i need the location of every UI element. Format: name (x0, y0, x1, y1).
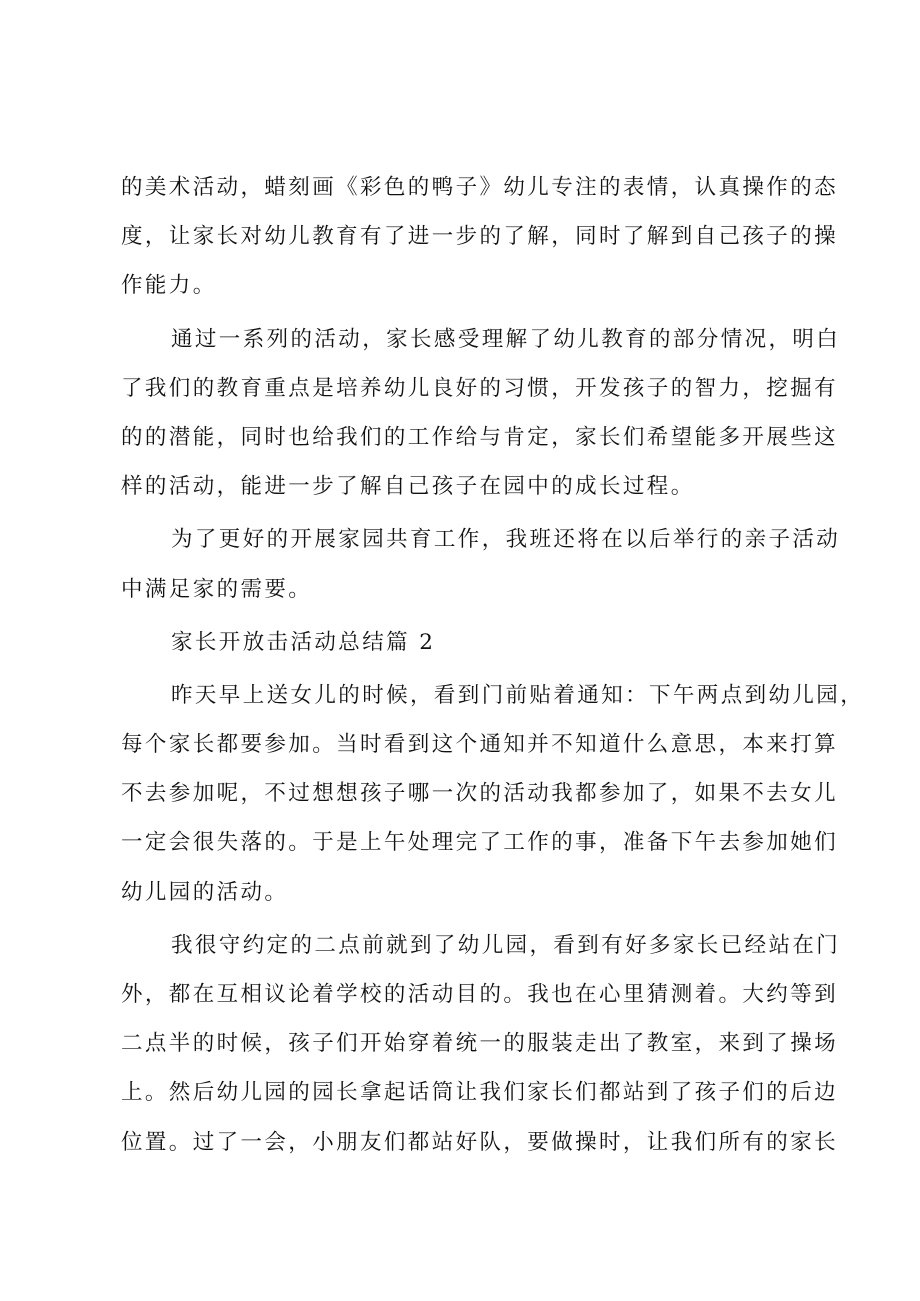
paragraph-line: 我很守约定的二点前就到了幼儿园，看到有好多家长已经站在门 (171, 932, 841, 958)
paragraph-line: 一定会很失落的。于是上午处理完了工作的事，准备下午去参加她们 (121, 830, 839, 856)
paragraph-line: 通过一系列的活动，家长感受理解了幼儿教育的部分情况，明白 (171, 326, 841, 352)
paragraph-line: 样的活动，能进一步了解自己孩子在园中的成长过程。 (121, 474, 695, 500)
document-body (121, 163, 865, 1167)
paragraph-line: 的美术活动，蜡刻画《彩色的鸭子》幼儿专注的表情，认真操作的态 (121, 175, 839, 200)
paragraph-line: 了我们的教育重点是培养幼儿良好的习惯，开发孩子的智力，挖掘有 (121, 375, 839, 401)
paragraph-2 (121, 315, 841, 512)
paragraph-line: 昨天早上送女儿的时候，看到门前贴着通知：下午两点到幼儿园， (171, 682, 865, 708)
paragraph-line: 外，都在互相议论着学校的活动目的。我也在心里猜测着。大约等到 (121, 982, 839, 1007)
paragraph-line: 上。然后幼儿园的园长拿起话筒让我们家长们都站到了孩子们的后边 (121, 1080, 839, 1106)
section-heading: 家长开放击活动总结篇 2 (171, 629, 436, 655)
paragraph-line: 中满足家的需要。 (121, 576, 313, 602)
paragraph-line: 幼儿园的活动。 (121, 879, 289, 905)
paragraph-line: 度，让家长对幼儿教育有了进一步的了解，同时了解到自己孩子的操 (121, 224, 839, 250)
paragraph-1 (121, 163, 839, 311)
paragraph-3 (121, 515, 841, 613)
paragraph-line: 不去参加呢，不过想想孩子哪一次的活动我都参加了，如果不去女儿 (121, 781, 839, 807)
paragraph-4 (121, 671, 865, 917)
paragraph-line: 二点半的时候，孩子们开始穿着统一的服装走出了教室，来到了操场 (121, 1031, 839, 1057)
paragraph-line: 为了更好的开展家园共育工作，我班还将在以后举行的亲子活动 (171, 527, 841, 553)
paragraph-line: 作能力。 (121, 273, 217, 299)
paragraph-line: 的的潜能，同时也给我们的工作给与肯定，家长们希望能多开展些这 (121, 424, 839, 450)
paragraph-5 (121, 921, 841, 1167)
paragraph-line: 位置。过了一会，小朋友们都站好队，要做操时，让我们所有的家长 (121, 1129, 839, 1155)
paragraph-line: 每个家长都要参加。当时看到这个通知并不知道什么意思，本来打算 (121, 732, 839, 758)
